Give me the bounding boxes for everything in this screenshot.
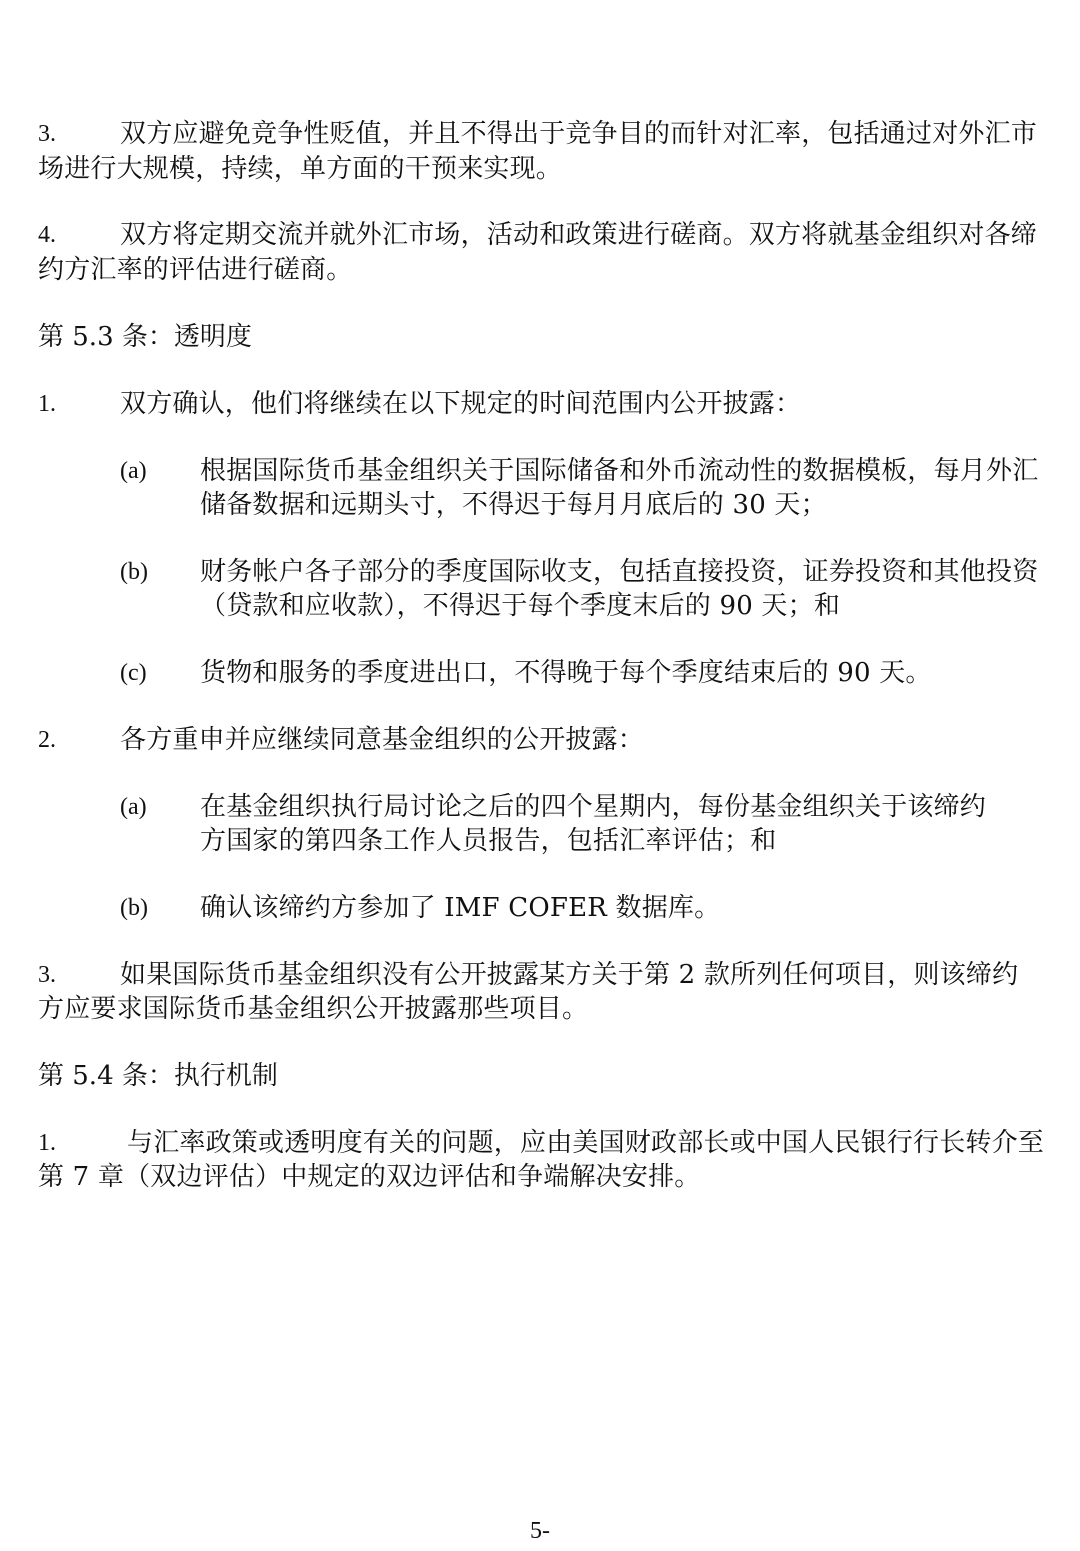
paragraph-4-line-1: 双方将定期交流并就外汇市场，活动和政策进行磋商。双方将就基金组织对各缔 [120,220,1038,250]
paragraph-3-line-1: 双方应避免竞争性贬值，并且不得出于竞争目的而针对汇率，包括通过对外汇市 [120,119,1038,149]
s53-item-2-number: 2. [38,727,56,753]
s54-item-1-number: 1. [38,1130,56,1156]
s53-item-2-b-line-1: 确认该缔约方参加了 IMF COFER 数据库。 [200,893,721,923]
s53-item-2-a-label: (a) [120,794,147,820]
s53-item-1-number: 1. [38,391,56,417]
s53-item-3-line-1: 如果国际货币基金组织没有公开披露某方关于第 2 款所列任何项目，则该缔约 [120,960,1019,990]
section-5-4-heading: 第 5.4 条：执行机制 [38,1061,278,1091]
s53-item-1-a-line-1: 根据国际货币基金组织关于国际储备和外币流动性的数据模板，每月外汇 [200,456,1039,486]
s53-item-2-b-label: (b) [120,895,148,921]
s53-item-1-a-line-2: 储备数据和远期头寸，不得迟于每月月底后的 30 天； [200,490,827,520]
section-5-3-heading: 第 5.3 条：透明度 [38,322,252,352]
paragraph-4-line-2: 约方汇率的评估进行磋商。 [38,255,353,285]
s53-item-2-a-line-1: 在基金组织执行局讨论之后的四个星期内，每份基金组织关于该缔约 [200,792,987,822]
s53-item-1-b-line-2: （贷款和应收款），不得迟于每个季度末后的 90 天；和 [200,591,841,621]
s53-item-1-c-line-1: 货物和服务的季度进出口，不得晚于每个季度结束后的 90 天。 [200,658,932,688]
s53-item-1-a-label: (a) [120,458,147,484]
s53-item-1-text: 双方确认，他们将继续在以下规定的时间范围内公开披露： [120,389,802,419]
s53-item-2-text: 各方重申并应继续同意基金组织的公开披露： [120,725,645,755]
paragraph-4-number: 4. [38,222,56,248]
s53-item-1-b-line-1: 财务帐户各子部分的季度国际收支，包括直接投资，证券投资和其他投资 [200,557,1039,587]
s53-item-1-b-label: (b) [120,559,148,585]
s53-item-3-line-2: 方应要求国际货币基金组织公开披露那些项目。 [38,994,589,1024]
paragraph-3-line-2: 场进行大规模，持续，单方面的干预来实现。 [38,154,563,184]
s54-item-1-line-1: 与汇率政策或透明度有关的问题，应由美国财政部长或中国人民银行行长转介至 [127,1128,1045,1158]
s53-item-1-c-label: (c) [120,660,147,686]
s54-item-1-line-2: 第 7 章（双边评估）中规定的双边评估和争端解决安排。 [38,1162,701,1192]
paragraph-3-number: 3. [38,121,56,147]
s53-item-3-number: 3. [38,962,56,988]
page-number: 5- [530,1518,550,1544]
s53-item-2-a-line-2: 方国家的第四条工作人员报告，包括汇率评估；和 [200,826,777,856]
